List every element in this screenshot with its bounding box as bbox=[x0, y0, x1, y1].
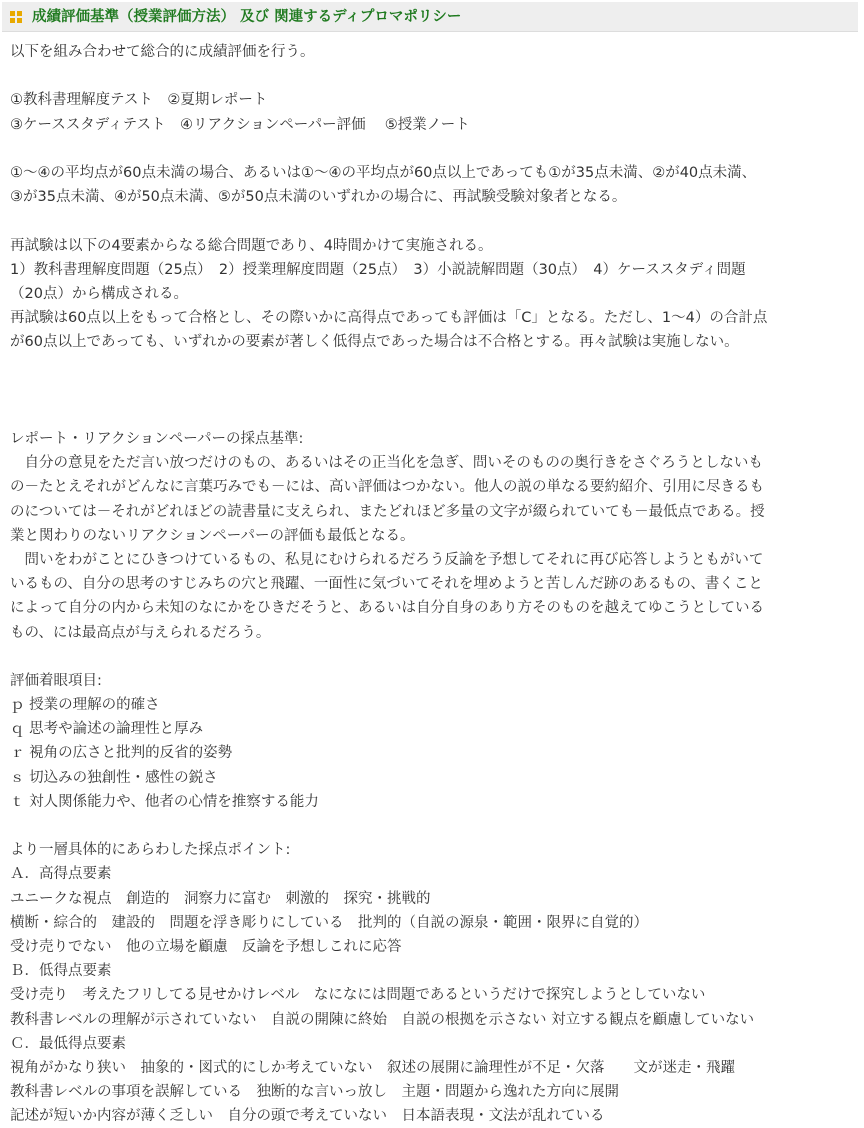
text-line bbox=[10, 814, 854, 838]
text-line bbox=[10, 403, 854, 427]
text-line: ③ケーススタディテスト ④リアクションペーパー評価 ⑤授業ノート bbox=[10, 116, 470, 133]
text-line: の－たとえそれがどんなに言葉巧みでも－には、高い評価はつかない。他人の説の単なる要約紹介、引用に尽きるも bbox=[10, 479, 764, 496]
text-line bbox=[10, 379, 854, 403]
text-line: ①教科書理解度テスト ②夏期レポート bbox=[10, 92, 268, 109]
text-line: Ｃ．最低得点要素 bbox=[10, 1035, 126, 1052]
section-header bbox=[2, 2, 858, 32]
text-line: もの、には最高点が与えられるだろう。 bbox=[10, 624, 271, 641]
text-line: レポート・リアクションペーパーの採点基準: bbox=[10, 431, 304, 447]
text-line: 1）教科書理解度問題（25点） 2）授業理解度問題（25点） 3）小説読解問題（30点） 4）ケーススタディ問題 bbox=[10, 261, 746, 278]
text-line: ｒ 視角の広さと批判的反省的姿勢 bbox=[10, 745, 233, 762]
text-line bbox=[10, 64, 854, 88]
text-line: 再試験は60点以上をもって合格とし、その際いかに高得点であっても評価は「C」となる。ただし、1～4）の合計点 bbox=[10, 310, 768, 327]
text-line: 教科書レベルの事項を誤解している 独断的な言いっ放し 主題・問題から逸れた方向に展開 bbox=[10, 1084, 619, 1101]
text-line: ①～④の平均点が60点未満の場合、あるいは①～④の平均点が60点以上であっても①が35点未満、②が40点未満、 bbox=[10, 164, 757, 181]
text-line: 再試験は以下の4要素からなる総合問題であり、4時間かけて実施される。 bbox=[10, 237, 493, 254]
text-line: 評価着眼項目: bbox=[10, 672, 102, 689]
text-line: 教科書レベルの理解が示されていない 自説の開陳に終始 自説の根拠を示さない 対立する観点を顧慮していない bbox=[10, 1011, 755, 1028]
text-line: Ｂ．低得点要素 bbox=[10, 963, 112, 980]
text-line: 以下を組み合わせて総合的に成績評価を行う。 bbox=[10, 44, 315, 60]
text-line: ｔ 対人関係能力や、他者の心情を推察する能力 bbox=[10, 793, 319, 810]
text-line: 問いをわがことにひきつけているもの、私見にむけられるだろう反論を予想してそれに再び応答しようともがいて bbox=[10, 551, 764, 568]
grid-bullet-icon bbox=[10, 11, 23, 24]
text-line: のについては－それがどれほどの読書量に支えられ、またどれほど多量の文字が綴られていても－最低点である。授 bbox=[10, 503, 765, 520]
text-line bbox=[10, 137, 854, 161]
text-line: 受け売りでない 他の立場を顧慮 反論を予想しこれに応答 bbox=[10, 938, 402, 955]
text-line: が60点以上であっても、いずれかの要素が著しく低得点であった場合は不合格とする。再々試験は実施しない。 bbox=[10, 334, 739, 351]
section-title: 成績評価基準（授業評価方法） 及び 関連するディプロマポリシー bbox=[32, 9, 462, 25]
text-line: 横断・綜合的 建設的 問題を浮き彫りにしている 批判的（自説の源泉・範囲・限界に自覚的） bbox=[10, 914, 648, 931]
text-line: ｓ 切込みの独創性・感性の鋭さ bbox=[10, 769, 218, 786]
text-line: 自分の意見をただ言い放つだけのもの、あるいはその正当化を急ぎ、問いそのものの奥行きをさぐろうとしないも bbox=[10, 455, 763, 472]
text-line: によって自分の内から未知のなにかをひきだそうと、あるいは自分自身のあり方そのものを越えてゆこうとしている bbox=[10, 600, 764, 617]
text-line: 業と関わりのないリアクションペーパーの評価も最低となる。 bbox=[10, 527, 415, 544]
text-line: 記述が短いか内容が薄く乏しい 自分の頭で考えていない 日本語表現・文法が乱れている bbox=[10, 1108, 605, 1125]
text-line: ｑ 思考や論述の論理性と厚み bbox=[10, 721, 204, 738]
text-line bbox=[10, 209, 854, 233]
text-line: ③が35点未満、④が50点未満、⑤が50点未満のいずれかの場合に、再試験受験対象者となる。 bbox=[10, 189, 627, 206]
text-line: ユニークな視点 創造的 洞察力に富む 刺激的 探究・挑戦的 bbox=[10, 890, 431, 907]
text-line: 視角がかなり狭い 抽象的・図式的にしか考えていない 叙述の展開に論理性が不足・欠落 文が迷走・飛躍 bbox=[10, 1059, 735, 1076]
grading-criteria-text bbox=[10, 40, 854, 1128]
text-line bbox=[10, 354, 854, 378]
text-line: いるもの、自分の思考のすじみちの穴と飛躍、一面性に気づいてそれを埋めようと苦しんだ跡のあるもの、書くこと bbox=[10, 576, 763, 593]
text-line: Ａ．高得点要素 bbox=[10, 866, 112, 883]
text-line bbox=[10, 645, 854, 669]
text-line: （20点）から構成される。 bbox=[10, 285, 188, 302]
text-line: より一層具体的にあらわした採点ポイント: bbox=[10, 842, 291, 859]
text-line: 受け売り 考えたフリしてる見せかけレベル なになには問題であるというだけで探究しようとしていない bbox=[10, 987, 706, 1004]
text-line: ｐ 授業の理解の的確さ bbox=[10, 697, 160, 714]
